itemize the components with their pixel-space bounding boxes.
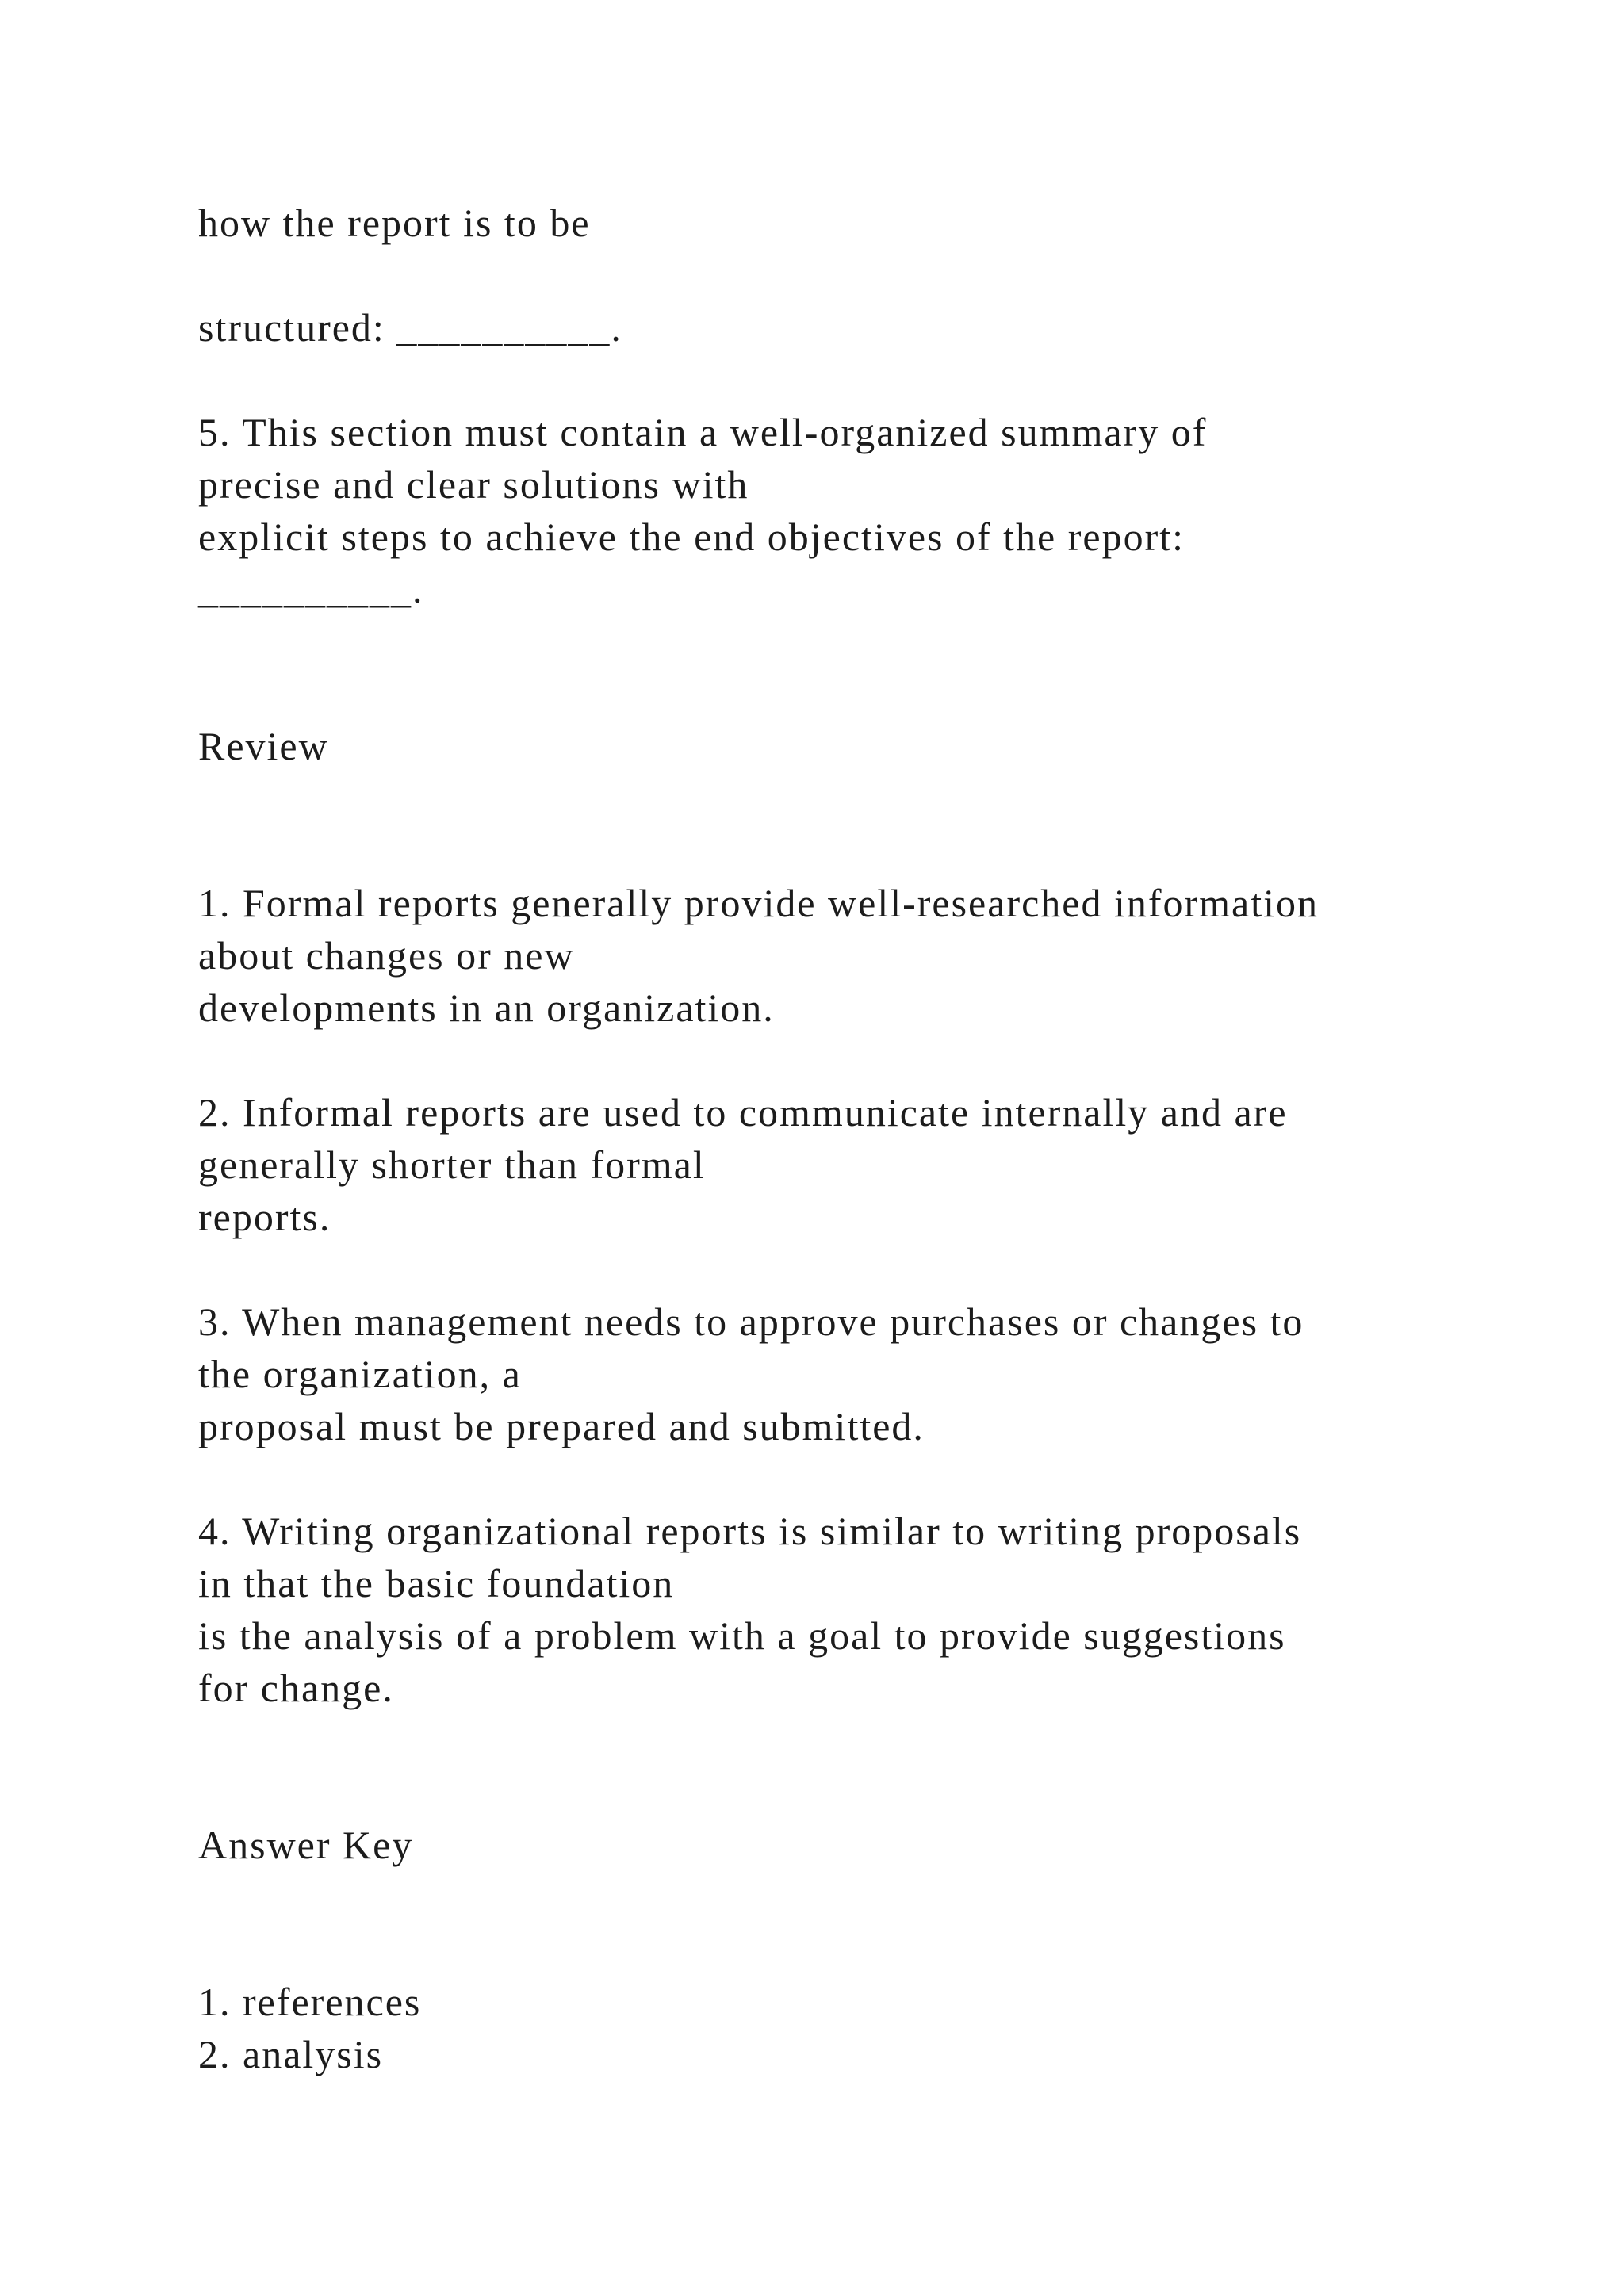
review-item-line: 2. Informal reports are used to communicate internally and are bbox=[198, 1090, 1288, 1135]
review-item-line: for change. bbox=[198, 1666, 394, 1710]
review-item-line: generally shorter than formal bbox=[198, 1142, 706, 1187]
intro-line: structured: __________. bbox=[198, 305, 622, 350]
question-5-line: __________. bbox=[198, 567, 424, 611]
review-item-line: 3. When management needs to approve purchases or changes to bbox=[198, 1299, 1304, 1344]
review-item-line: 4. Writing organizational reports is similar to writing proposals bbox=[198, 1509, 1302, 1553]
review-item-line: in that the basic foundation bbox=[198, 1561, 675, 1605]
question-5-line: 5. This section must contain a well-organized summary of bbox=[198, 410, 1208, 454]
review-heading: Review bbox=[198, 724, 329, 768]
review-item-line: the organization, a bbox=[198, 1352, 522, 1396]
review-item-line: about changes or new bbox=[198, 933, 575, 978]
answer-key-item: 1. references bbox=[198, 1980, 422, 2024]
question-5-line: explicit steps to achieve the end objectives of the report: bbox=[198, 515, 1185, 559]
review-item-line: developments in an organization. bbox=[198, 985, 775, 1030]
review-item-line: reports. bbox=[198, 1195, 331, 1239]
review-item-line: 1. Formal reports generally provide well-researched information bbox=[198, 881, 1320, 925]
answer-key-item: 2. analysis bbox=[198, 2032, 384, 2076]
answer-key-heading: Answer Key bbox=[198, 1823, 414, 1867]
review-item-line: is the analysis of a problem with a goal to provide suggestions bbox=[198, 1613, 1286, 1658]
review-item-line: proposal must be prepared and submitted. bbox=[198, 1404, 925, 1448]
intro-line: how the report is to be bbox=[198, 201, 591, 245]
question-5-line: precise and clear solutions with bbox=[198, 462, 749, 507]
